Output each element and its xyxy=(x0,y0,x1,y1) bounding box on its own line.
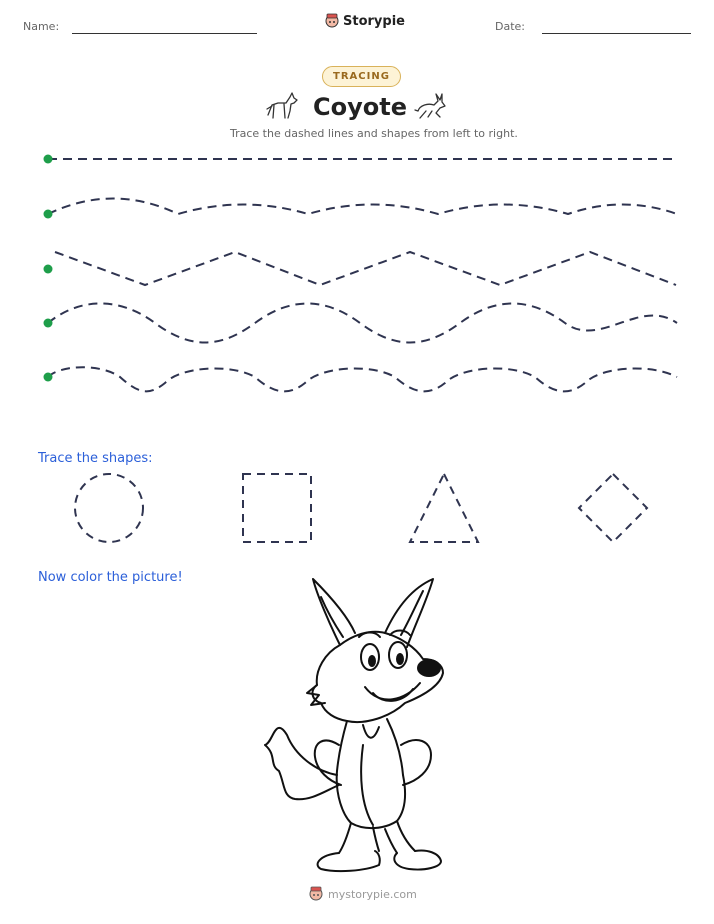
instructions: Trace the dashed lines and shapes from left to right. xyxy=(230,127,518,140)
tracing-line-bumpy-wave[interactable] xyxy=(48,367,677,391)
rabbit-icon xyxy=(412,91,448,121)
tracing-badge: TRACING xyxy=(322,66,401,87)
tracing-lines xyxy=(0,145,714,395)
storypie-mascot-icon xyxy=(309,886,323,902)
trace-diamond[interactable] xyxy=(579,474,647,542)
trace-square[interactable] xyxy=(243,474,311,542)
date-label: Date: xyxy=(495,20,525,33)
name-label: Name: xyxy=(23,20,60,33)
trace-triangle[interactable] xyxy=(410,474,478,542)
tracing-line-gentle-wave[interactable] xyxy=(48,199,677,215)
coloring-heading: Now color the picture! xyxy=(38,570,183,585)
start-dot xyxy=(44,265,53,274)
start-dot xyxy=(44,373,53,382)
name-field[interactable] xyxy=(72,33,257,34)
shapes-heading: Trace the shapes: xyxy=(38,451,153,466)
footer xyxy=(309,886,417,902)
tracing-line-wave[interactable] xyxy=(48,304,677,343)
coyote-coloring-picture[interactable] xyxy=(255,575,460,875)
date-field[interactable] xyxy=(542,33,691,34)
trace-circle[interactable] xyxy=(75,474,143,542)
worksheet-title: Coyote xyxy=(313,93,407,121)
footer-url[interactable]: mystorypie.com xyxy=(328,887,417,901)
start-dot xyxy=(44,319,53,328)
tracing-line-zigzag[interactable] xyxy=(55,252,676,285)
coyote-icon xyxy=(264,91,300,121)
tracing-shapes xyxy=(0,465,714,555)
storypie-mascot-icon xyxy=(325,13,339,29)
brand-logo xyxy=(325,13,405,29)
start-dot xyxy=(44,210,53,219)
brand-name: Storypie xyxy=(343,13,405,29)
start-dot xyxy=(44,155,53,164)
